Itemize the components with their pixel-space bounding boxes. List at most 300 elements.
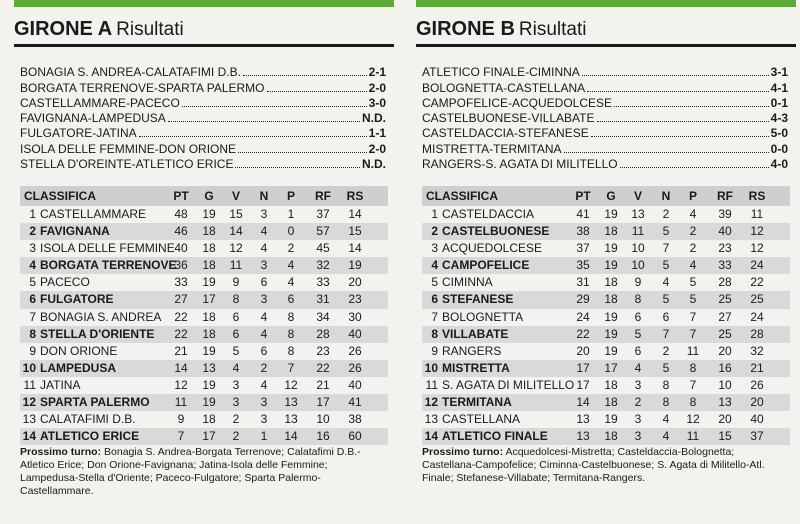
team-goals-for: 16 <box>718 360 732 375</box>
standings-row <box>422 274 790 291</box>
standings-row <box>422 257 790 274</box>
team-draws: 4 <box>260 377 268 392</box>
standings-title: CLASSIFICA <box>24 189 96 203</box>
team-wins: 10 <box>631 258 645 273</box>
team-position: 14 <box>22 429 36 444</box>
team-goals-against: 23 <box>348 292 362 307</box>
team-played: 19 <box>604 241 618 256</box>
team-goals-against: 38 <box>348 412 362 427</box>
team-draws: 4 <box>662 412 670 427</box>
team-points: 22 <box>576 326 590 341</box>
team-played: 18 <box>604 292 618 307</box>
result-match: ISOLA DELLE FEMMINE-DON ORIONE <box>20 141 237 156</box>
team-draws: 6 <box>260 343 268 358</box>
result-score: N.D. <box>362 157 386 172</box>
standings-row <box>20 274 388 291</box>
team-goals-against: 14 <box>348 241 362 256</box>
col-n: N <box>661 189 671 203</box>
team-losses: 11 <box>686 343 700 358</box>
dot-leader <box>597 121 769 122</box>
team-played: 18 <box>202 326 216 341</box>
team-played: 19 <box>604 412 618 427</box>
result-score: 3-1 <box>770 65 788 80</box>
dot-leader <box>620 167 769 168</box>
team-goals-for: 39 <box>718 207 732 221</box>
team-draws: 4 <box>662 429 670 444</box>
team-points: 48 <box>174 207 188 221</box>
group-a-column <box>6 0 394 524</box>
team-played: 19 <box>202 275 216 290</box>
team-goals-against: 20 <box>750 395 764 410</box>
standings-row <box>20 343 388 360</box>
col-v: V <box>231 189 240 203</box>
team-draws: 6 <box>260 275 268 290</box>
team-wins: 4 <box>634 360 642 375</box>
col-v: V <box>633 189 642 203</box>
team-name: STEFANESE <box>442 292 514 307</box>
standings-row <box>422 240 790 257</box>
standings-row <box>20 360 388 377</box>
team-losses: 2 <box>689 241 697 256</box>
team-name: BORGATA TERRENOVE <box>40 258 177 273</box>
team-wins: 14 <box>229 224 243 239</box>
team-draws: 3 <box>260 412 268 427</box>
team-goals-for: 34 <box>316 309 330 324</box>
team-played: 18 <box>202 309 216 324</box>
group-b-standings-table <box>422 186 790 445</box>
team-draws: 4 <box>260 326 268 341</box>
team-name: RANGERS <box>442 343 502 358</box>
team-points: 37 <box>576 241 590 256</box>
col-g: G <box>204 189 214 203</box>
team-position: 6 <box>431 292 438 307</box>
team-position: 9 <box>29 343 36 358</box>
group-b-top-bar <box>416 0 796 7</box>
group-a-next-round <box>20 446 386 498</box>
team-played: 19 <box>604 309 618 324</box>
team-wins: 6 <box>634 343 642 358</box>
team-position: 10 <box>424 360 438 375</box>
team-goals-against: 60 <box>348 429 362 444</box>
dot-leader <box>614 106 769 107</box>
team-played: 18 <box>604 395 618 410</box>
result-match: CASTELBUONESE-VILLABATE <box>422 111 595 126</box>
team-losses: 5 <box>689 292 697 307</box>
team-wins: 9 <box>232 275 240 290</box>
team-goals-against: 25 <box>750 292 764 307</box>
col-rs: RS <box>346 189 364 203</box>
team-draws: 7 <box>662 326 670 341</box>
group-b-title: GIRONE B <box>416 18 515 40</box>
team-goals-against: 40 <box>348 377 362 392</box>
team-wins: 6 <box>634 309 642 324</box>
team-goals-for: 28 <box>718 275 732 290</box>
team-losses: 4 <box>287 258 295 273</box>
standings-row <box>20 411 388 428</box>
team-goals-against: 24 <box>750 258 764 273</box>
team-goals-against: 12 <box>750 241 764 256</box>
team-draws: 5 <box>662 224 670 239</box>
team-goals-for: 25 <box>718 326 732 341</box>
team-name: ATLETICO ERICE <box>40 429 140 444</box>
team-wins: 5 <box>634 326 642 341</box>
team-points: 13 <box>576 429 590 444</box>
team-draws: 3 <box>260 292 268 307</box>
team-draws: 1 <box>260 429 268 444</box>
team-position: 8 <box>29 326 36 341</box>
team-position: 4 <box>29 258 36 273</box>
team-goals-against: 26 <box>750 377 764 392</box>
team-points: 36 <box>174 258 188 273</box>
team-wins: 15 <box>229 207 243 221</box>
team-played: 19 <box>202 395 216 410</box>
team-draws: 5 <box>662 258 670 273</box>
team-wins: 9 <box>634 275 642 290</box>
team-played: 18 <box>604 377 618 392</box>
result-match: BORGATA TERRENOVE-SPARTA PALERMO <box>20 80 265 95</box>
team-position: 7 <box>29 309 36 324</box>
team-goals-against: 26 <box>348 343 362 358</box>
team-goals-for: 57 <box>316 224 330 239</box>
team-position: 4 <box>431 258 438 273</box>
team-losses: 13 <box>284 412 298 427</box>
team-points: 14 <box>576 395 590 410</box>
group-a-top-bar <box>14 0 394 7</box>
team-losses: 2 <box>689 224 697 239</box>
team-points: 17 <box>576 377 590 392</box>
team-points: 46 <box>174 224 188 239</box>
standings-row <box>422 377 790 394</box>
team-wins: 3 <box>232 395 240 410</box>
team-wins: 3 <box>634 412 642 427</box>
col-p: P <box>688 189 697 203</box>
team-goals-for: 25 <box>718 292 732 307</box>
team-position: 8 <box>431 326 438 341</box>
team-position: 5 <box>29 275 36 290</box>
team-draws: 3 <box>260 207 268 221</box>
col-p: P <box>286 189 295 203</box>
result-row <box>20 140 386 155</box>
team-played: 18 <box>202 224 216 239</box>
team-name: ATLETICO FINALE <box>442 429 548 444</box>
team-position: 11 <box>425 377 438 392</box>
team-losses: 14 <box>284 429 298 444</box>
team-losses: 6 <box>287 292 295 307</box>
standings-row <box>20 326 388 343</box>
team-losses: 12 <box>284 377 298 392</box>
team-goals-against: 14 <box>348 207 362 221</box>
dot-leader <box>182 106 367 107</box>
team-wins: 5 <box>232 343 240 358</box>
team-points: 22 <box>174 326 188 341</box>
team-name: DON ORIONE <box>40 343 118 358</box>
col-rf: RF <box>717 189 733 203</box>
standings-row <box>422 291 790 308</box>
team-losses: 13 <box>284 395 298 410</box>
team-wins: 12 <box>229 241 243 256</box>
group-a-title: GIRONE A <box>14 18 113 40</box>
team-wins: 3 <box>232 377 240 392</box>
team-goals-against: 28 <box>750 326 764 341</box>
result-score: N.D. <box>362 111 386 126</box>
result-match: BONAGIA S. ANDREA-CALATAFIMI D.B. <box>20 65 241 80</box>
team-name: STELLA D'ORIENTE <box>40 326 155 341</box>
team-draws: 4 <box>260 241 268 256</box>
next-round-matches: Bonagia S. Andrea-Borgata Terrenove; Calatafimi D.B.-Atletico Erice; Don Orione-Favignana; Jatina-Isola delle Femmine; Lampedusa-Stella d'Oriente; Paceco-Fulgatore; Sparta Palermo-Castellammare. <box>20 446 361 497</box>
standings-row <box>20 291 388 308</box>
team-goals-for: 33 <box>316 275 330 290</box>
result-row <box>422 95 788 110</box>
result-match: RANGERS-S. AGATA DI MILITELLO <box>422 157 618 172</box>
team-position: 2 <box>431 224 438 239</box>
result-match: CAMPOFELICE-ACQUEDOLCESE <box>422 95 613 110</box>
col-pt: PT <box>173 189 189 203</box>
result-score: 2-1 <box>368 65 386 80</box>
team-losses: 7 <box>689 326 697 341</box>
result-score: 4-1 <box>770 80 788 95</box>
team-played: 19 <box>604 343 618 358</box>
team-goals-for: 23 <box>718 241 732 256</box>
result-match: BOLOGNETTA-CASTELLANA <box>422 80 586 95</box>
standings-row <box>422 206 790 223</box>
team-goals-against: 30 <box>348 309 362 324</box>
team-losses: 8 <box>287 326 295 341</box>
standings-header <box>20 186 388 206</box>
dot-leader <box>235 167 360 168</box>
team-goals-for: 32 <box>316 258 330 273</box>
team-played: 17 <box>202 292 216 307</box>
team-position: 11 <box>23 377 36 392</box>
team-goals-against: 41 <box>348 395 362 410</box>
team-name: VILLABATE <box>442 326 509 341</box>
result-score: 2-0 <box>368 141 386 156</box>
result-match: FAVIGNANA-LAMPEDUSA <box>20 111 166 126</box>
team-wins: 8 <box>634 292 642 307</box>
team-goals-against: 11 <box>750 207 764 221</box>
group-b-column <box>408 0 796 524</box>
team-points: 20 <box>576 343 590 358</box>
team-points: 40 <box>174 241 188 256</box>
standings-row <box>20 309 388 326</box>
team-points: 7 <box>177 429 185 444</box>
team-position: 5 <box>431 275 438 290</box>
team-goals-for: 45 <box>316 241 330 256</box>
team-position: 3 <box>431 241 438 256</box>
team-losses: 4 <box>287 275 295 290</box>
team-draws: 4 <box>260 224 268 239</box>
result-score: 5-0 <box>770 126 788 141</box>
group-b-subtitle: Risultati <box>518 19 587 40</box>
team-points: 24 <box>576 309 590 324</box>
team-goals-against: 40 <box>750 412 764 427</box>
result-row <box>20 110 386 125</box>
team-position: 12 <box>22 395 36 410</box>
team-draws: 4 <box>260 309 268 324</box>
team-wins: 3 <box>634 429 642 444</box>
result-match: ATLETICO FINALE-CIMINNA <box>422 65 580 80</box>
team-position: 14 <box>424 429 438 444</box>
team-played: 19 <box>604 326 618 341</box>
result-match: FULGATORE-JATINA <box>20 126 137 141</box>
col-n: N <box>259 189 269 203</box>
standings-row <box>422 394 790 411</box>
standings-row <box>422 326 790 343</box>
col-g: G <box>606 189 616 203</box>
team-goals-for: 40 <box>718 224 732 239</box>
standings-row <box>422 411 790 428</box>
standings-header <box>422 186 790 206</box>
team-losses: 7 <box>287 360 295 375</box>
team-losses: 7 <box>689 309 697 324</box>
team-played: 19 <box>202 343 216 358</box>
standings-row <box>20 428 388 445</box>
result-score: 4-3 <box>770 111 788 126</box>
team-wins: 6 <box>232 326 240 341</box>
group-a-subtitle: Risultati <box>116 19 184 40</box>
team-points: 14 <box>174 360 188 375</box>
team-name: FULGATORE <box>40 292 114 307</box>
team-name: LAMPEDUSA <box>40 360 117 375</box>
team-wins: 2 <box>232 412 240 427</box>
team-played: 17 <box>202 429 216 444</box>
team-draws: 5 <box>662 292 670 307</box>
team-position: 10 <box>22 360 36 375</box>
team-goals-against: 24 <box>750 309 764 324</box>
team-points: 35 <box>576 258 590 273</box>
standings-row <box>20 240 388 257</box>
team-draws: 6 <box>662 309 670 324</box>
team-losses: 5 <box>689 275 697 290</box>
team-name: FAVIGNANA <box>40 224 110 239</box>
team-position: 1 <box>431 207 438 221</box>
team-points: 9 <box>177 412 185 427</box>
dot-leader <box>591 136 769 137</box>
team-goals-against: 22 <box>750 275 764 290</box>
dot-leader <box>582 75 769 76</box>
team-goals-against: 15 <box>348 224 362 239</box>
team-goals-for: 16 <box>316 429 330 444</box>
standings-row <box>422 223 790 240</box>
team-goals-for: 33 <box>718 258 732 273</box>
team-draws: 3 <box>260 258 268 273</box>
team-position: 7 <box>431 309 438 324</box>
team-draws: 5 <box>662 360 670 375</box>
result-match: MISTRETTA-TERMITANA <box>422 141 562 156</box>
team-goals-for: 23 <box>316 343 330 358</box>
team-position: 9 <box>431 343 438 358</box>
team-goals-against: 12 <box>750 224 764 239</box>
team-played: 18 <box>604 224 618 239</box>
group-a-standings-table <box>20 186 388 445</box>
team-name: ISOLA DELLE FEMMINE <box>40 241 175 256</box>
team-name: CAMPOFELICE <box>442 258 530 273</box>
team-position: 12 <box>424 395 438 410</box>
team-draws: 3 <box>260 395 268 410</box>
result-row <box>422 110 788 125</box>
col-rs: RS <box>748 189 766 203</box>
team-goals-for: 13 <box>718 395 732 410</box>
team-goals-against: 19 <box>348 258 362 273</box>
team-goals-for: 37 <box>316 207 330 221</box>
team-goals-for: 27 <box>718 309 732 324</box>
result-score: 2-0 <box>368 80 386 95</box>
team-points: 33 <box>174 275 188 290</box>
team-points: 17 <box>576 360 590 375</box>
team-name: BOLOGNETTA <box>442 309 524 324</box>
result-row <box>422 125 788 140</box>
team-goals-for: 20 <box>718 343 732 358</box>
result-score: 0-0 <box>770 141 788 156</box>
team-name: CIMINNA <box>442 275 493 290</box>
team-draws: 2 <box>662 207 670 221</box>
group-b-next-round <box>422 446 788 485</box>
result-row <box>20 95 386 110</box>
col-pt: PT <box>575 189 591 203</box>
team-goals-against: 21 <box>750 360 764 375</box>
group-b-header <box>416 16 796 47</box>
standings-row <box>20 257 388 274</box>
next-round-label: Prossimo turno: <box>20 446 102 458</box>
standings-row <box>20 377 388 394</box>
team-points: 38 <box>576 224 590 239</box>
team-position: 6 <box>29 292 36 307</box>
result-row <box>422 156 788 171</box>
standings-row <box>20 206 388 223</box>
result-score: 4-0 <box>770 157 788 172</box>
team-name: MISTRETTA <box>442 360 510 375</box>
team-name: JATINA <box>40 377 81 392</box>
next-round-matches: Acquedolcesi-Mistretta; Casteldaccia-Bolognetta; Castellana-Campofelice; Ciminna-Castelbuonese; S. Agata di Militello-Atl. Finale; Stefanese-Villabate; Termitana-Rangers. <box>422 446 765 484</box>
team-played: 18 <box>604 429 618 444</box>
team-played: 19 <box>604 207 618 221</box>
team-draws: 2 <box>260 360 268 375</box>
team-played: 18 <box>202 241 216 256</box>
result-match: CASTELDACCIA-STEFANESE <box>422 126 589 141</box>
team-name: CALATAFIMI D.B. <box>40 412 136 427</box>
team-name: PACECO <box>40 275 90 290</box>
team-goals-against: 32 <box>750 343 764 358</box>
standings-row <box>422 343 790 360</box>
team-points: 29 <box>576 292 590 307</box>
team-name: SPARTA PALERMO <box>40 395 150 410</box>
standings-row <box>422 428 790 445</box>
team-goals-against: 40 <box>348 326 362 341</box>
result-row <box>20 79 386 94</box>
team-goals-for: 10 <box>316 412 330 427</box>
group-a-header <box>14 16 394 47</box>
team-position: 2 <box>29 224 36 239</box>
standings-row <box>422 309 790 326</box>
dot-leader <box>168 121 360 122</box>
team-wins: 4 <box>232 360 240 375</box>
team-losses: 4 <box>689 258 697 273</box>
team-losses: 12 <box>686 412 700 427</box>
result-row <box>422 79 788 94</box>
team-name: BONAGIA S. ANDREA <box>40 309 162 324</box>
team-name: CASTELLAMMARE <box>40 207 147 221</box>
standings-row <box>422 360 790 377</box>
team-losses: 2 <box>287 241 295 256</box>
result-row <box>20 156 386 171</box>
team-losses: 4 <box>689 207 697 221</box>
team-wins: 6 <box>232 309 240 324</box>
team-points: 11 <box>174 395 188 410</box>
dot-leader <box>243 75 367 76</box>
team-wins: 3 <box>634 377 642 392</box>
team-position: 13 <box>424 412 438 427</box>
team-losses: 8 <box>287 309 295 324</box>
team-name: S. AGATA DI MILITELLO <box>442 377 575 392</box>
